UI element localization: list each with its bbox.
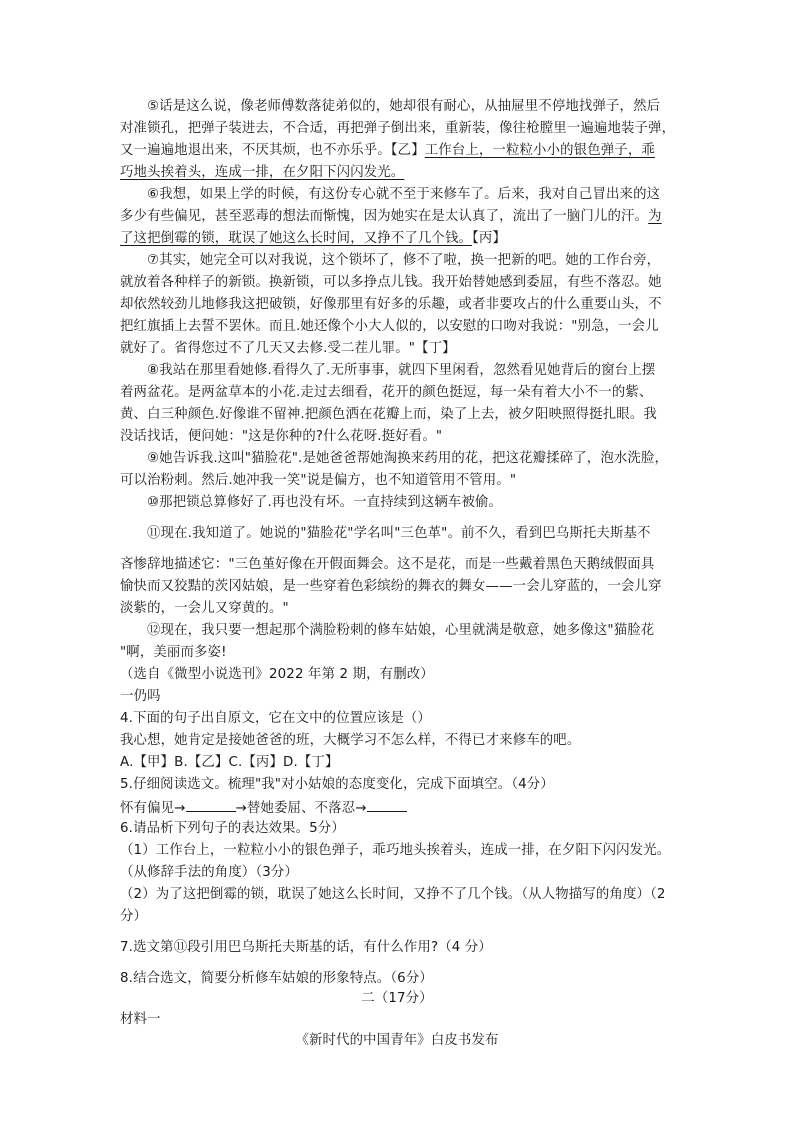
- para-12-line-2: "啊，美丽而多姿!: [120, 645, 227, 660]
- source-note: （选自《微型小说选刊》2022 年第 2 期，有删改）: [120, 667, 434, 682]
- para-6-line-3: [120, 229, 700, 249]
- question-6-sub2: （2）为了这把倒霉的锁，耽误了她这么长时间，又挣不了几个钱。（从人物描写的角度）（2: [120, 887, 666, 902]
- para-7-line-4: 把红旗插上去誓不罢休。而且.她还像个小大人似的，以安慰的口吻对我说："别急，一会儿: [120, 319, 659, 334]
- para-5-text: 又一遍遍地退出来，不厌其烦，也不亦乐乎。【乙】: [120, 143, 425, 158]
- para-6-line-1: ⑥我想，如果上学的时候，有这份专心就不至于来修车了。后来，我对自己冒出来的这: [147, 187, 661, 202]
- question-4: 4.下面的句子出自原文，它在文中的位置应该是（）: [120, 711, 431, 726]
- para-11-line-2: 吝惨辞地描述它："三色堇好像在开假面舞会。这不是花，而是一些戴着黑色天鹅绒假面具: [120, 557, 655, 572]
- question-6-sub1: （1）工作台上，一粒粒小小的银色弹子，乖巧地头挨着头，连成一排，在夕阳下闪闪发光。: [120, 843, 671, 858]
- para-7-line-1: ⑦其实，她完全可以对我说，这个锁坏了，修不了啦，换一把新的吧。她的工作台旁，: [147, 253, 661, 268]
- section-two-heading: 二（17分）: [361, 991, 433, 1006]
- question-4-sentence: 我心想，她肯定是接她爸爸的班，大概学习不怎么样，不得已才来修车的吧。: [120, 733, 581, 748]
- fill-middle: →替她委屈、不落忍→: [235, 801, 367, 816]
- question-6-sub2-cont: 分）: [120, 909, 148, 924]
- material-one-title: 《新时代的中国青年》白皮书发布: [295, 1033, 499, 1048]
- para-5-line-2: 对准锁孔，把弹子装进去，不合适，再把弹子倒出来，重新装，像往枪膛里一遍遍地装子弹，: [120, 121, 676, 136]
- blank-2[interactable]: [367, 797, 407, 812]
- question-8: 8.结合选文，简要分析修车姑娘的形象特点。（6分）: [120, 971, 433, 986]
- para-5-line-3: [120, 141, 700, 161]
- marker-bing: 【丙】: [472, 231, 506, 246]
- question-7: 7.选文第⑪段引用巴乌斯托夫斯基的话，有什么作用?（4 分）: [120, 940, 492, 955]
- para-8-line-1: ⑧我站在那里看她修.看得久了.无所事事，就四下里闲看，忽然看见她背后的窗台上摆: [147, 363, 656, 378]
- para-5-line-1: ⑤话是这么说，像老师傅数落徒弟似的，她却很有耐心，从抽屉里不停地找弹子，然后: [147, 99, 661, 114]
- para-9-line-2: 可以治粉刺。然后.她冲我一笑"说是偏方，也不知道管用不管用。": [120, 473, 517, 488]
- para-7-line-3: 却依然较劲儿地修我这把破锁，好像那里有好多的乐趣，或者非要攻占的什么重要山头，不: [120, 297, 662, 312]
- para-8-line-2: 着两盆花。是两盆草本的小花.走过去细看，花开的颜色挺逗，每一朵有着大小不一的紫、: [120, 385, 653, 400]
- section-marker: 一仍吗: [120, 689, 161, 704]
- blank-1[interactable]: [186, 797, 236, 812]
- question-6: 6.请品析下列句子的表达效果。5分）: [120, 821, 345, 836]
- underlined-sentence-2b: 了这把倒霉的锁，耽误了她这么长时间，又挣不了几个钱。: [120, 231, 473, 246]
- para-10-line-1: ⑩那把锁总算修好了.再也没有坏。一直持续到这辆车被偷。: [147, 495, 503, 510]
- para-12-line-1: ⑫现在，我只要一想起那个满脸粉刺的修车姑娘，心里就满是敬意，她多像这"猫脸花: [147, 623, 655, 638]
- fill-start: 怀有偏见→: [120, 801, 186, 816]
- para-11-line-1: ⑪现在.我知道了。她说的"猫脸花"学名叫"三色革"。前不久，看到巴乌斯托夫斯基不: [147, 526, 651, 541]
- para-7-line-2: 就放着各种样子的新锁。换新锁，可以多挣点儿钱。我开始替她感到委屈，有些不落忍。她: [120, 275, 662, 290]
- material-one-label: 材料一: [120, 1012, 161, 1027]
- underlined-sentence-2a: 为: [648, 209, 662, 224]
- para-11-line-3: 愉快而又狡黠的茨冈姑娘，是一些穿着色彩缤纷的舞衣的舞女——一会儿穿蓝的，一会儿穿: [120, 579, 662, 594]
- question-4-options: A.【甲】B.【乙】C.【丙】D.【丁】: [120, 755, 339, 770]
- para-11-line-4: 淡紫的，一会儿又穿黄的。": [120, 601, 289, 616]
- para-6-text: 多少有些偏见，甚至恶毒的想法而惭愧，因为她实在是太认真了，流出了一脑门儿的汗。: [120, 209, 649, 224]
- para-8-line-3: 黄、白三种颜色.好像谁不留神.把颜色洒在花瓣上而，染了上去，被夕阳映照得挺扎眼。我: [120, 407, 657, 422]
- para-7-line-5: 就好了。省得您过不了几天又去修.受二茬儿罪。"【丁】: [120, 341, 456, 356]
- para-8-line-4: 没话找话，便问她："这是你种的?什么花呀.挺好看。": [120, 429, 443, 444]
- question-5: 5.仔细阅读选文。梳理"我"对小姑娘的态度变化，完成下面填空。（4分）: [120, 777, 554, 792]
- question-5-fill: [120, 797, 700, 819]
- underlined-sentence-1a: 工作台上，一粒粒小小的银色弹子，乖: [424, 143, 655, 158]
- underlined-sentence-1b: 巧地头挨着头，连成一排，在夕阳下闪闪发光。: [120, 165, 405, 180]
- para-6-line-2: [120, 207, 700, 227]
- question-6-sub1-hint: （从修辞手法的角度）（3分）: [120, 865, 298, 880]
- para-9-line-1: ⑨她告诉我.这叫"猫脸花".是她爸爸帮她淘换来药用的花，把这花瓣揉碎了，泡水洗脸，: [147, 451, 669, 466]
